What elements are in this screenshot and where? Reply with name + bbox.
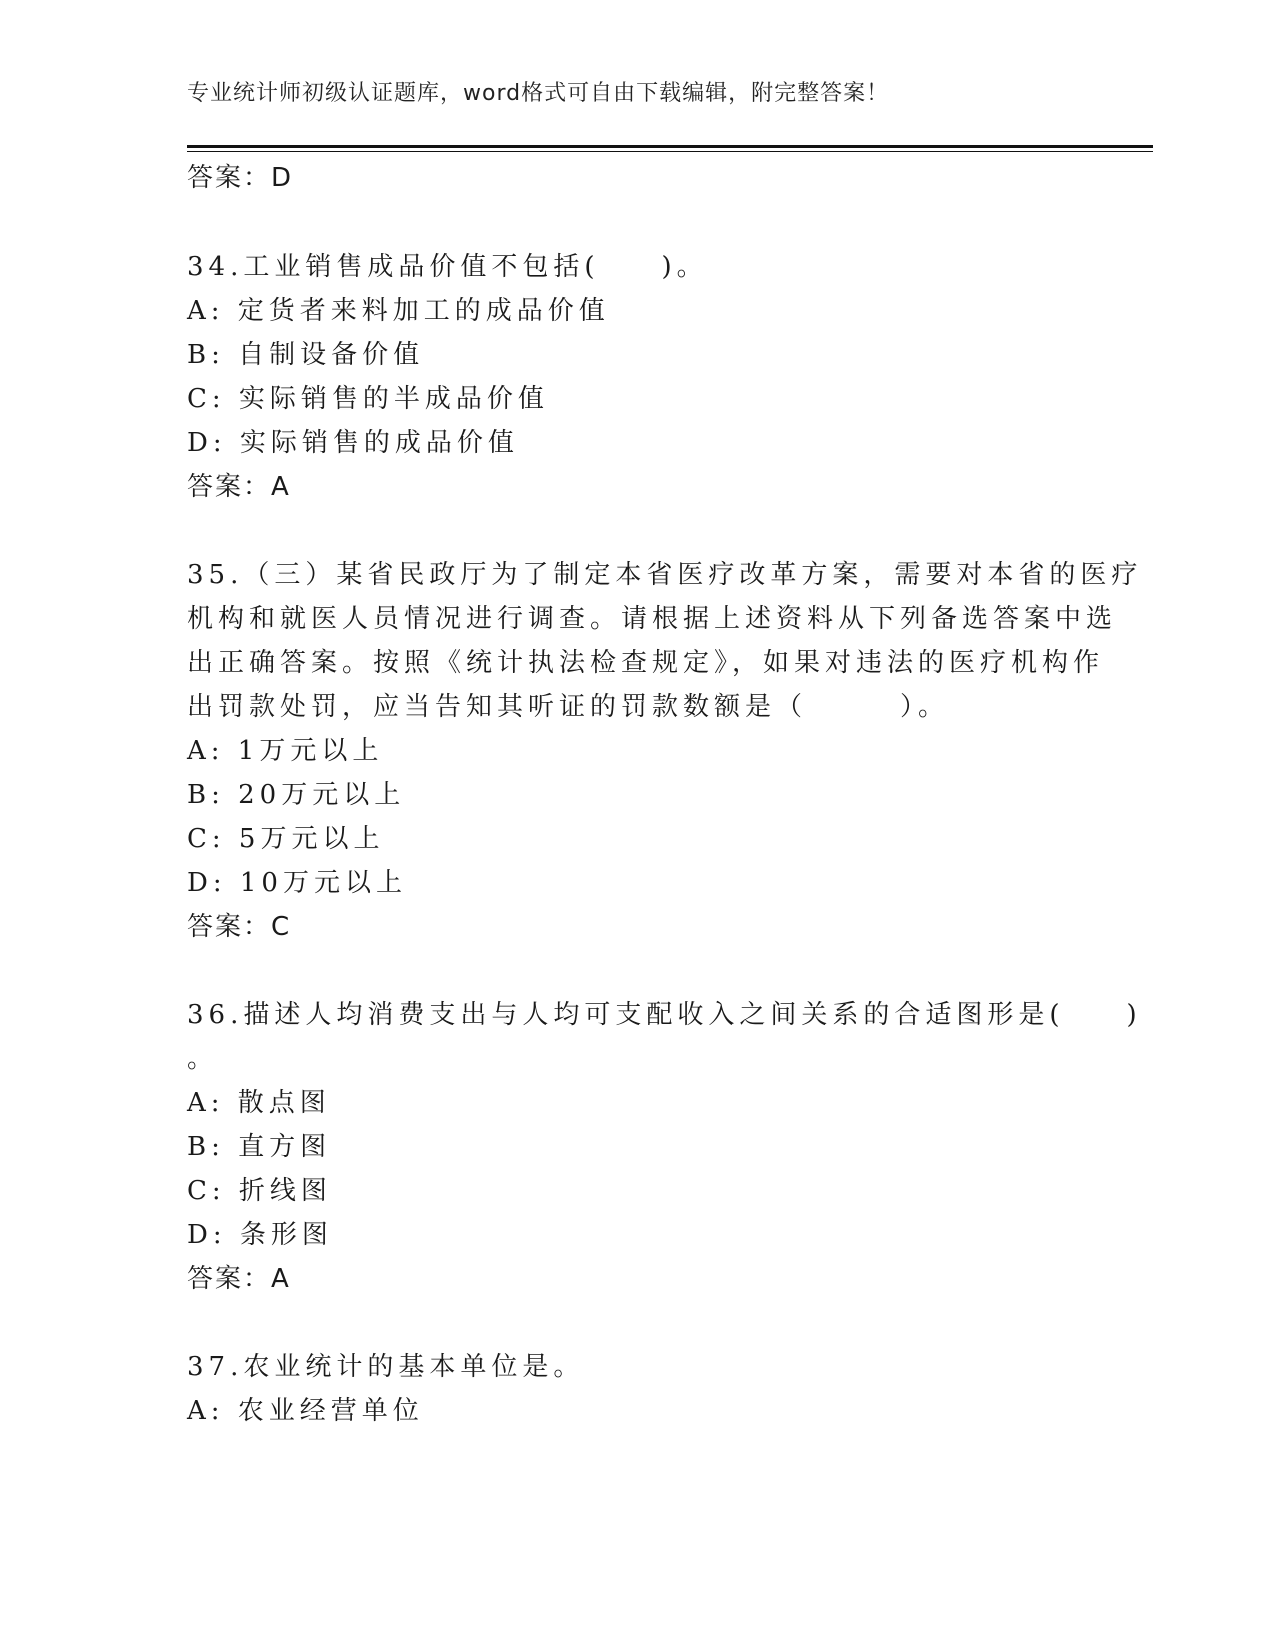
q35-option-c: C: 5万元以上 [187, 824, 385, 854]
q37-stem: 37.农业统计的基本单位是。 [187, 1352, 585, 1382]
q37-option-a: A: 农业经营单位 [187, 1396, 424, 1426]
q34-option-a: A: 定货者来料加工的成品价值 [187, 296, 610, 326]
q35-stem-line1: 35.（三）某省民政厅为了制定本省医疗改革方案，需要对本省的医疗 [187, 560, 1143, 590]
q36-option-b: B: 直方图 [187, 1132, 332, 1162]
q34-stem: 34.工业销售成品价值不包括( )。 [187, 252, 708, 282]
q34-answer: 答案：A [187, 472, 291, 502]
q35-option-b: B: 20万元以上 [187, 780, 406, 810]
q36-stem-line1: 36.描述人均消费支出与人均可支配收入之间关系的合适图形是( ) [187, 1000, 1142, 1030]
q35-answer: 答案：C [187, 912, 292, 942]
q35-option-d: D: 10万元以上 [187, 868, 407, 898]
q36-option-c: C: 折线图 [187, 1176, 332, 1206]
q34-option-d: D: 实际销售的成品价值 [187, 428, 519, 458]
q34-option-b: B: 自制设备价值 [187, 340, 425, 370]
q35-stem-line4: 出罚款处罚，应当告知其听证的罚款数额是（ ）。 [187, 692, 950, 722]
q34-option-c: C: 实际销售的半成品价值 [187, 384, 549, 414]
header-rule-thick [187, 145, 1153, 148]
q36-answer: 答案：A [187, 1264, 291, 1294]
q35-stem-line3: 出正确答案。按照《统计执法检查规定》，如果对违法的医疗机构作 [187, 648, 1105, 678]
page-header: 专业统计师初级认证题库，word格式可自由下载编辑，附完整答案！ [187, 81, 890, 106]
q36-option-a: A: 散点图 [187, 1088, 331, 1118]
q36-stem-line2: 。 [187, 1044, 219, 1074]
prev-answer: 答案：D [187, 163, 294, 193]
q35-stem-line2: 机构和就医人员情况进行调查。请根据上述资料从下列备选答案中选 [187, 604, 1118, 634]
q36-option-d: D: 条形图 [187, 1220, 333, 1250]
header-rule-thin [187, 151, 1153, 152]
q35-option-a: A: 1万元以上 [187, 736, 384, 766]
